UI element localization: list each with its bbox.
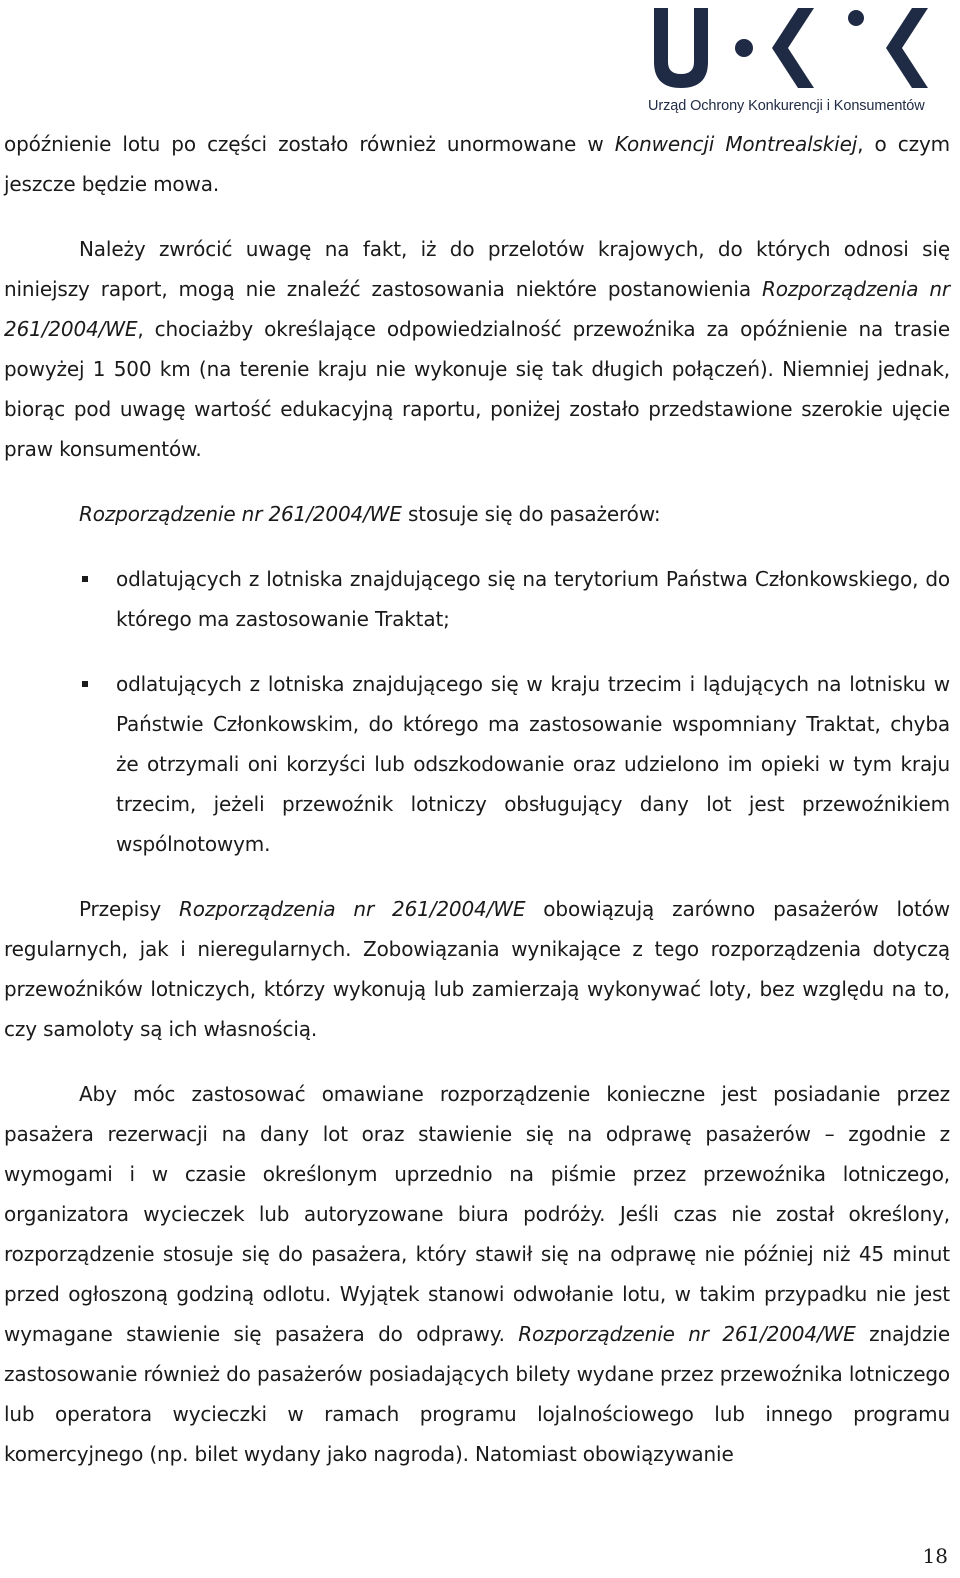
citation-regulation: Rozporządzenie nr 261/2004/WE (518, 1322, 856, 1346)
paragraph-domestic-flights: Należy zwrócić uwagę na fakt, iż do przelotów krajowych, do których odnosi się niniejszy raport, mogą nie znaleźć zastosowania niektóre postanowienia Rozporządzenia nr 261/2004/WE, chociażby określające odpowiedzialność przewoźnika za opóźnienie na trasie powyżej 1 500 km (na terenie kraju nie wykonuje się tak długich połączeń). Niemniej jednak, biorąc pod uwagę wartość edukacyjną raportu, poniżej zostało przedstawione szerokie ujęcie praw konsumentów. (4, 237, 950, 461)
list-item: odlatujących z lotniska znajdującego się w kraju trzecim i lądujących na lotnisku w Państwie Członkowskim, do którego ma zastosowanie wspomniany Traktat, chyba że otrzymali oni korzyści lub odszkodowanie oraz udzielono im opieki w tym kraju trzecim, jeżeli przewoźnik lotniczy obsługujący dany lot jest przewoźnikiem wspólnotowym. (4, 664, 950, 864)
citation-regulation: Rozporządzenie nr 261/2004/WE (79, 502, 402, 526)
document-body (4, 124, 950, 1474)
square-bullet-icon (82, 681, 88, 687)
square-bullet-icon (82, 576, 88, 582)
citation-regulation: Rozporządzenia nr 261/2004/WE (4, 277, 950, 341)
page-number: 18 (922, 1544, 948, 1568)
uokik-logo-mark (648, 4, 948, 96)
citation-regulation: Rozporządzenia nr 261/2004/WE (179, 897, 526, 921)
list-item: odlatujących z lotniska znajdującego się na terytorium Państwa Członkowskiego, do którego ma zastosowanie Traktat; (4, 559, 950, 639)
logo-caption: Urząd Ochrony Konkurencji i Konsumentów (648, 98, 925, 114)
paragraph-scope-intro: Rozporządzenie nr 261/2004/WE stosuje się do pasażerów: (79, 502, 661, 526)
scope-list (4, 559, 950, 864)
citation-konwencja: Konwencji Montrealskiej (614, 132, 858, 156)
paragraph-reservation-requirements: Aby móc zastosować omawiane rozporządzenie konieczne jest posiadanie przez pasażera rezerwacji na dany lot oraz stawienie się na odprawę pasażerów – zgodnie z wymogami i w czasie określonym uprzednio na piśmie przez przewoźnika lotniczego, organizatora wycieczek lub autoryzowane biura podróży. Jeśli czas nie został określony, rozporządzenie stosuje się do pasażera, który stawił się na odprawę nie później niż 45 minut przed ogłoszoną godziną odlotu. Wyjątek stanowi odwołanie lotu, w takim przypadku nie jest wymagane stawienie się pasażera do odprawy. Rozporządzenie nr 261/2004/WE znajdzie zastosowanie również do pasażerów posiadających bilety wydane przez przewoźnika lotniczego lub operatora wycieczki w ramach programu lojalnościowego lub innego programu komercyjnego (np. bilet wydany jako nagroda). Natomiast obowiązywanie (4, 1082, 950, 1466)
paragraph-regulation-applies: Przepisy Rozporządzenia nr 261/2004/WE obowiązują zarówno pasażerów lotów regularnych, jak i nieregularnych. Zobowiązania wynikające z tego rozporządzenia dotyczą przewoźników lotniczych, którzy wykonują lub zamierzają wykonywać loty, bez względu na to, czy samoloty są ich własnością. (4, 897, 950, 1041)
paragraph-continuation: opóźnienie lotu po części zostało również unormowane w Konwencji Montrealskiej, o czym jeszcze będzie mowa. (4, 132, 950, 196)
uokik-logo (648, 4, 948, 116)
